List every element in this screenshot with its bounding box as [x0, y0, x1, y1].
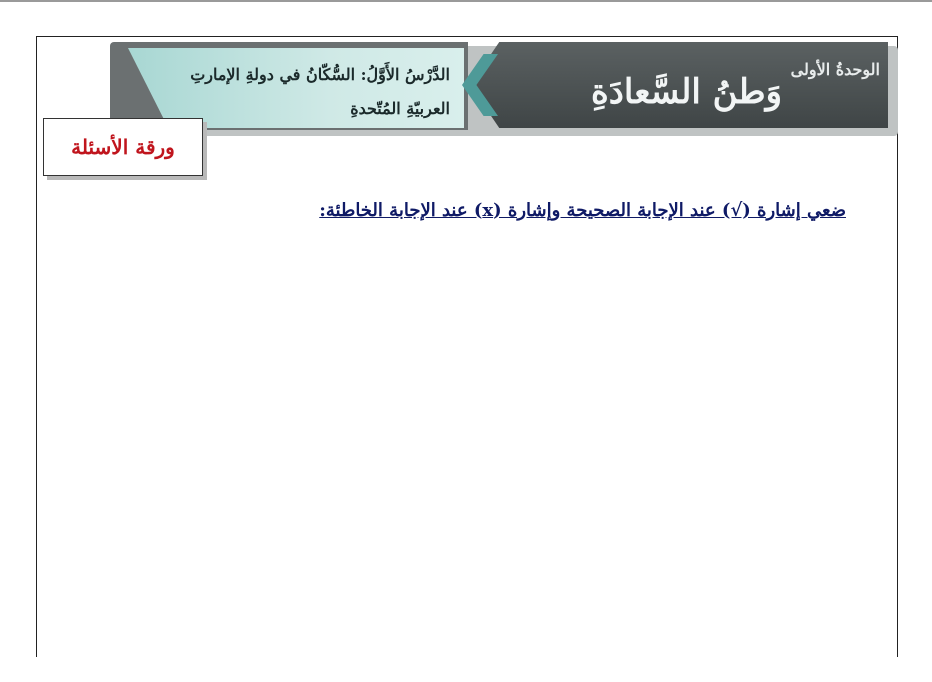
unit-label: الوحدةُ الأولى [790, 60, 880, 79]
unit-name: وَطنُ السَّعادَةِ [590, 72, 782, 112]
worksheet-label [43, 118, 203, 176]
worksheet-label-text: ورقة الأسئلة [71, 135, 175, 159]
instructions-heading: ضعي إشارة (√) عند الإجابة الصحيحة وإشارة (x) عند الإجابة الخاطئة: [319, 200, 846, 221]
top-divider [0, 0, 932, 2]
lesson-title [150, 58, 450, 126]
lesson-title-line2: العربيّةِ المُتّحدةِ [350, 99, 450, 118]
lesson-title-line1: الدَّرْسُ الأَوَّلُ: السُّكّانُ في دولةِ الإمارتِ [190, 65, 450, 84]
